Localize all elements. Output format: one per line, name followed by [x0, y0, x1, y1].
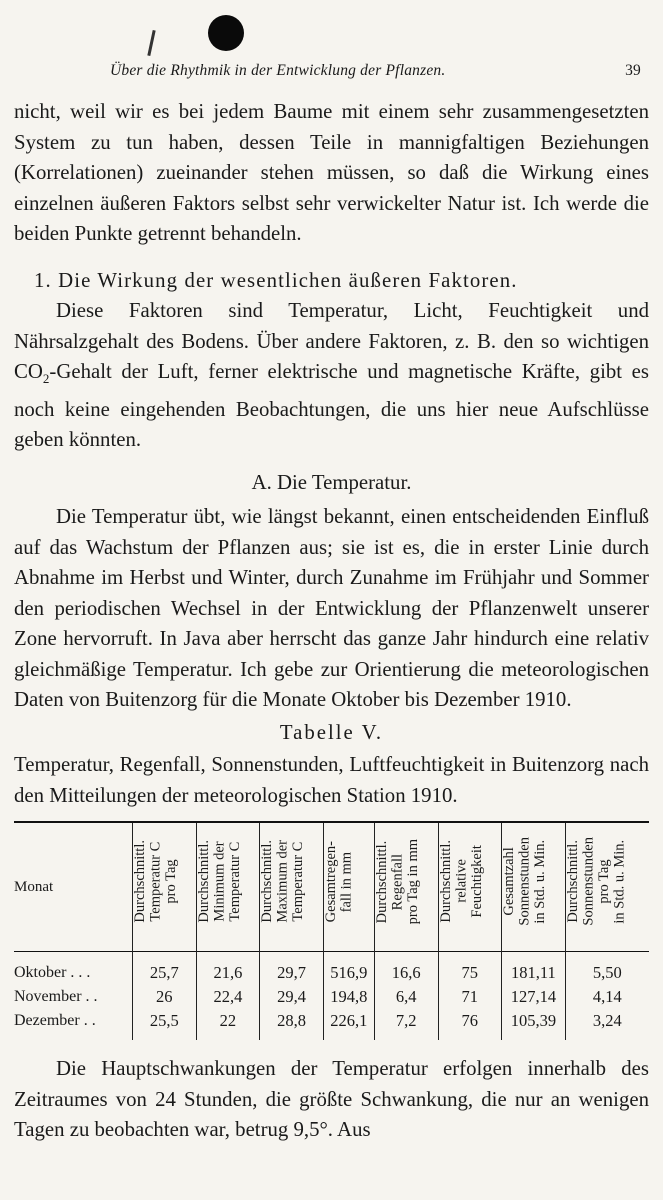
cell: 181,11	[502, 952, 566, 986]
cell: 71	[438, 985, 502, 1009]
cell: 22	[196, 1009, 260, 1040]
page-body	[14, 97, 649, 1146]
cell: 516,9	[323, 952, 374, 986]
header-col	[374, 822, 438, 952]
section-heading: 1. Die Wirkung der wesentlichen äußeren Faktoren.	[34, 268, 518, 292]
header-label: Gesamtzahl Sonnenstunden in Std. u. Min.	[501, 837, 549, 926]
ink-blot	[208, 15, 244, 51]
running-title: Über die Rhythmik in der Entwicklung der Pflanzen.	[110, 62, 446, 79]
cell: 26	[133, 985, 197, 1009]
pencil-mark	[147, 30, 155, 56]
header-label: Durchschnittl. Temperatur C pro Tag	[132, 840, 179, 923]
cell: 226,1	[323, 1009, 374, 1040]
table-title: Tabelle V.	[279, 720, 384, 744]
subscript: 2	[42, 371, 50, 387]
cell: 3,24	[565, 1009, 649, 1040]
text-run: -Gehalt der Luft, ferner elektrische und magnetische Kräfte, gibt es noch keine eingehenden Beobachtungen, die uns hier neue Aufschlüsse geben könnten.	[14, 360, 649, 452]
header-col	[438, 822, 502, 952]
page-header	[110, 62, 641, 80]
cell: 7,2	[374, 1009, 438, 1040]
header-label: Durchschnittl. Maximum der Temperatur C	[259, 840, 307, 923]
header-col	[260, 822, 324, 952]
cell: 16,6	[374, 952, 438, 986]
page-number: 39	[625, 62, 641, 79]
cell: 25,5	[133, 1009, 197, 1040]
cell: 21,6	[196, 952, 260, 986]
header-label: Durchschnittl. relative Feuchtigkeit	[437, 840, 485, 923]
header-col	[323, 822, 374, 952]
header-col	[196, 822, 260, 952]
header-col	[565, 822, 649, 952]
subsection-heading: A. Die Temperatur.	[251, 470, 412, 494]
paragraph-fluctuations: Die Hauptschwankungen der Temperatur erfolgen innerhalb des Zeitraumes von 24 Stunden, die größte Schwankung, die nur an wenigen Tagen zu beobachten war, betrug 9,5°. Aus	[14, 1057, 649, 1142]
row-month: Dezember . .	[14, 1012, 96, 1030]
header-col	[502, 822, 566, 952]
header-month: Monat	[14, 878, 54, 895]
cell: 29,7	[260, 952, 324, 986]
cell: 194,8	[323, 985, 374, 1009]
table-header-row	[14, 822, 649, 952]
cell: 76	[438, 1009, 502, 1040]
row-month: November . .	[14, 988, 98, 1006]
paragraph-temperature: Die Temperatur übt, wie längst bekannt, einen entscheidenden Einfluß auf das Wachstum der Pflanzen aus; sie ist es, die in erster Linie durch Abnahme im Herbst und Winter, durch Zunahme im Frühjahr und Sommer den periodischen Wechsel in der Entwicklung der Pflanzenwelt unserer Zone hervorruft. In Java aber herrscht das ganze Jahr hindurch eine relativ gleichmäßige Temperatur. Ich gebe zur Orientierung die meteorologischen Daten von Buitenzorg für die Monate Oktober bis Dezember 1910.	[14, 505, 649, 712]
paragraph-factors	[14, 296, 649, 456]
header-label: Durchschnittl. Sonnenstunden pro Tag in Std. u. Min.	[564, 837, 628, 926]
header-label: Gesamtregen- fall in mm	[322, 840, 355, 923]
cell: 22,4	[196, 985, 260, 1009]
cell: 29,4	[260, 985, 324, 1009]
table-caption: Temperatur, Regenfall, Sonnenstunden, Luftfeuchtigkeit in Buitenzorg nach den Mitteilungen der meteorologischen Station 1910.	[14, 753, 649, 807]
header-label: Durchschnittl. Minimum der Temperatur C	[195, 840, 243, 923]
weather-table	[14, 821, 649, 1040]
cell: 25,7	[133, 952, 197, 986]
cell: 4,14	[565, 985, 649, 1009]
text-run: Diese Faktoren sind Temperatur, Licht, Feuchtigkeit und Nährsalzgehalt des Bodens. Über andere Faktoren, z. B. den so wichtigen CO	[14, 299, 649, 383]
table-row	[14, 1009, 649, 1040]
row-month: Oktober . . .	[14, 964, 91, 982]
table-row	[14, 952, 649, 986]
cell: 28,8	[260, 1009, 324, 1040]
paragraph-continuation: nicht, weil wir es bei jedem Baume mit einem sehr zusammengesetzten System zu tun haben, dessen Teile in mannigfaltigen Beziehungen (Korrelationen) zueinander stehen müssen, so daß die Wirkung eines einzelnen äußeren Faktors selbst sehr verwickelter Natur ist. Ich werde die beiden Punkte getrennt behandeln.	[14, 100, 649, 245]
cell: 127,14	[502, 985, 566, 1009]
header-col	[133, 822, 197, 952]
header-label: Durchschnittl. Regenfall pro Tag in mm	[373, 838, 421, 925]
table-row	[14, 985, 649, 1009]
cell: 6,4	[374, 985, 438, 1009]
cell: 75	[438, 952, 502, 986]
cell: 105,39	[502, 1009, 566, 1040]
cell: 5,50	[565, 952, 649, 986]
